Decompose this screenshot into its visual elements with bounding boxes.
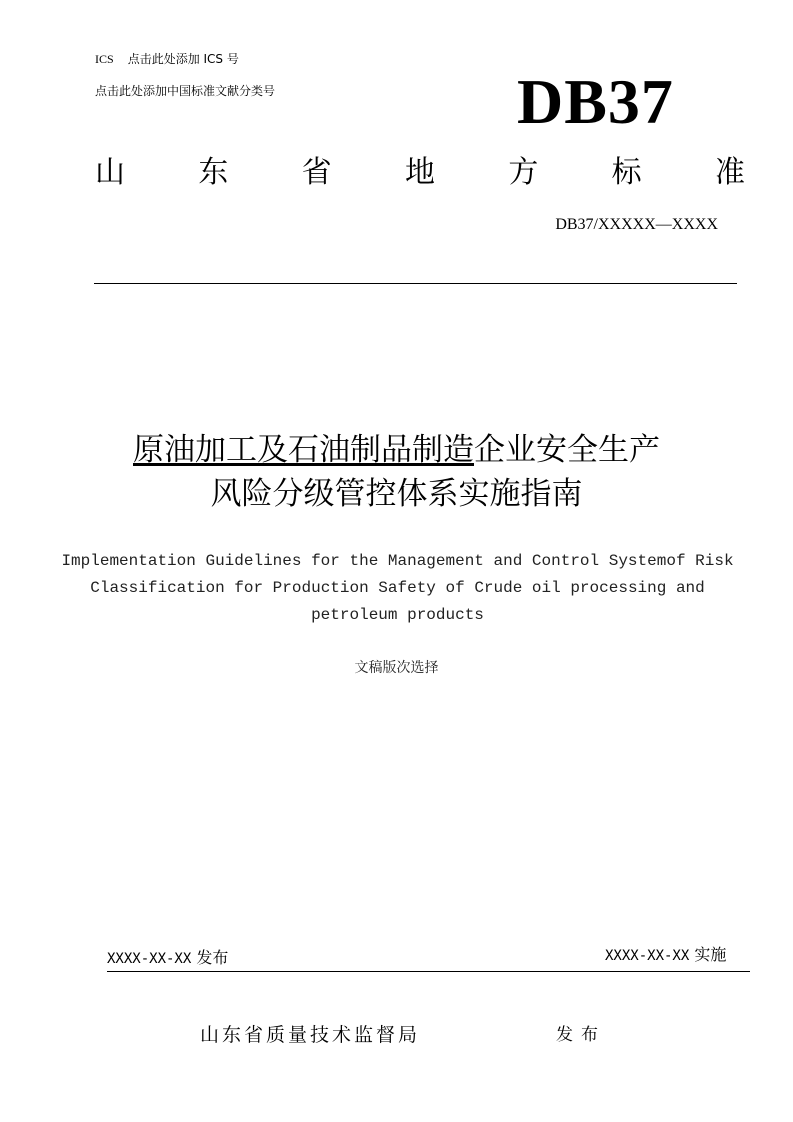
chinese-title-line-1 [0, 428, 793, 472]
draft-version-selector[interactable]: 文稿版次选择 [354, 660, 439, 676]
header-divider [94, 283, 737, 284]
chinese-title [0, 428, 793, 516]
issue-label: 发布 [196, 948, 229, 967]
chinese-title-line-2: 风险分级管控体系实施指南 [210, 476, 583, 512]
issue-date[interactable]: XXXX-XX-XX [107, 951, 192, 967]
issuing-authority: 山东省质量技术监督局 [200, 1024, 421, 1046]
issue-word: 发布 [556, 1025, 606, 1045]
standard-type-heading [95, 153, 745, 193]
ics-field[interactable] [95, 50, 239, 67]
title-line1-rest: 企业安全生产 [474, 432, 660, 468]
english-title: Implementation Guidelines for the Management and Control Systemof Risk Classification for Production Safety of Crude oil processing and petroleum products [61, 552, 734, 624]
ccs-placeholder[interactable]: 点击此处添加中国标准文献分类号 [95, 84, 276, 98]
db37-logo: DB37 [517, 66, 674, 137]
standard-type-char: 地 [404, 155, 435, 190]
standard-type-char: 山 [95, 155, 125, 190]
standard-type-char: 东 [198, 155, 229, 190]
implementation-date[interactable]: XXXX-XX-XX [605, 948, 690, 964]
standard-number: DB37/XXXXX—XXXX [555, 216, 718, 233]
title-placeholder-field[interactable]: 原油加工及石油制品制造 [133, 432, 474, 468]
footer-divider [107, 971, 750, 972]
ics-placeholder[interactable]: 点击此处添加 ICS 号 [127, 52, 239, 66]
standard-type-char: 省 [301, 155, 332, 190]
implementation-label: 实施 [694, 945, 727, 964]
standard-type-char: 准 [714, 155, 745, 190]
ics-label: ICS [95, 52, 114, 66]
issue-date-block [107, 945, 228, 968]
standard-type-char: 标 [611, 155, 642, 190]
standard-type-char: 方 [508, 155, 539, 190]
implementation-date-block [605, 942, 726, 965]
